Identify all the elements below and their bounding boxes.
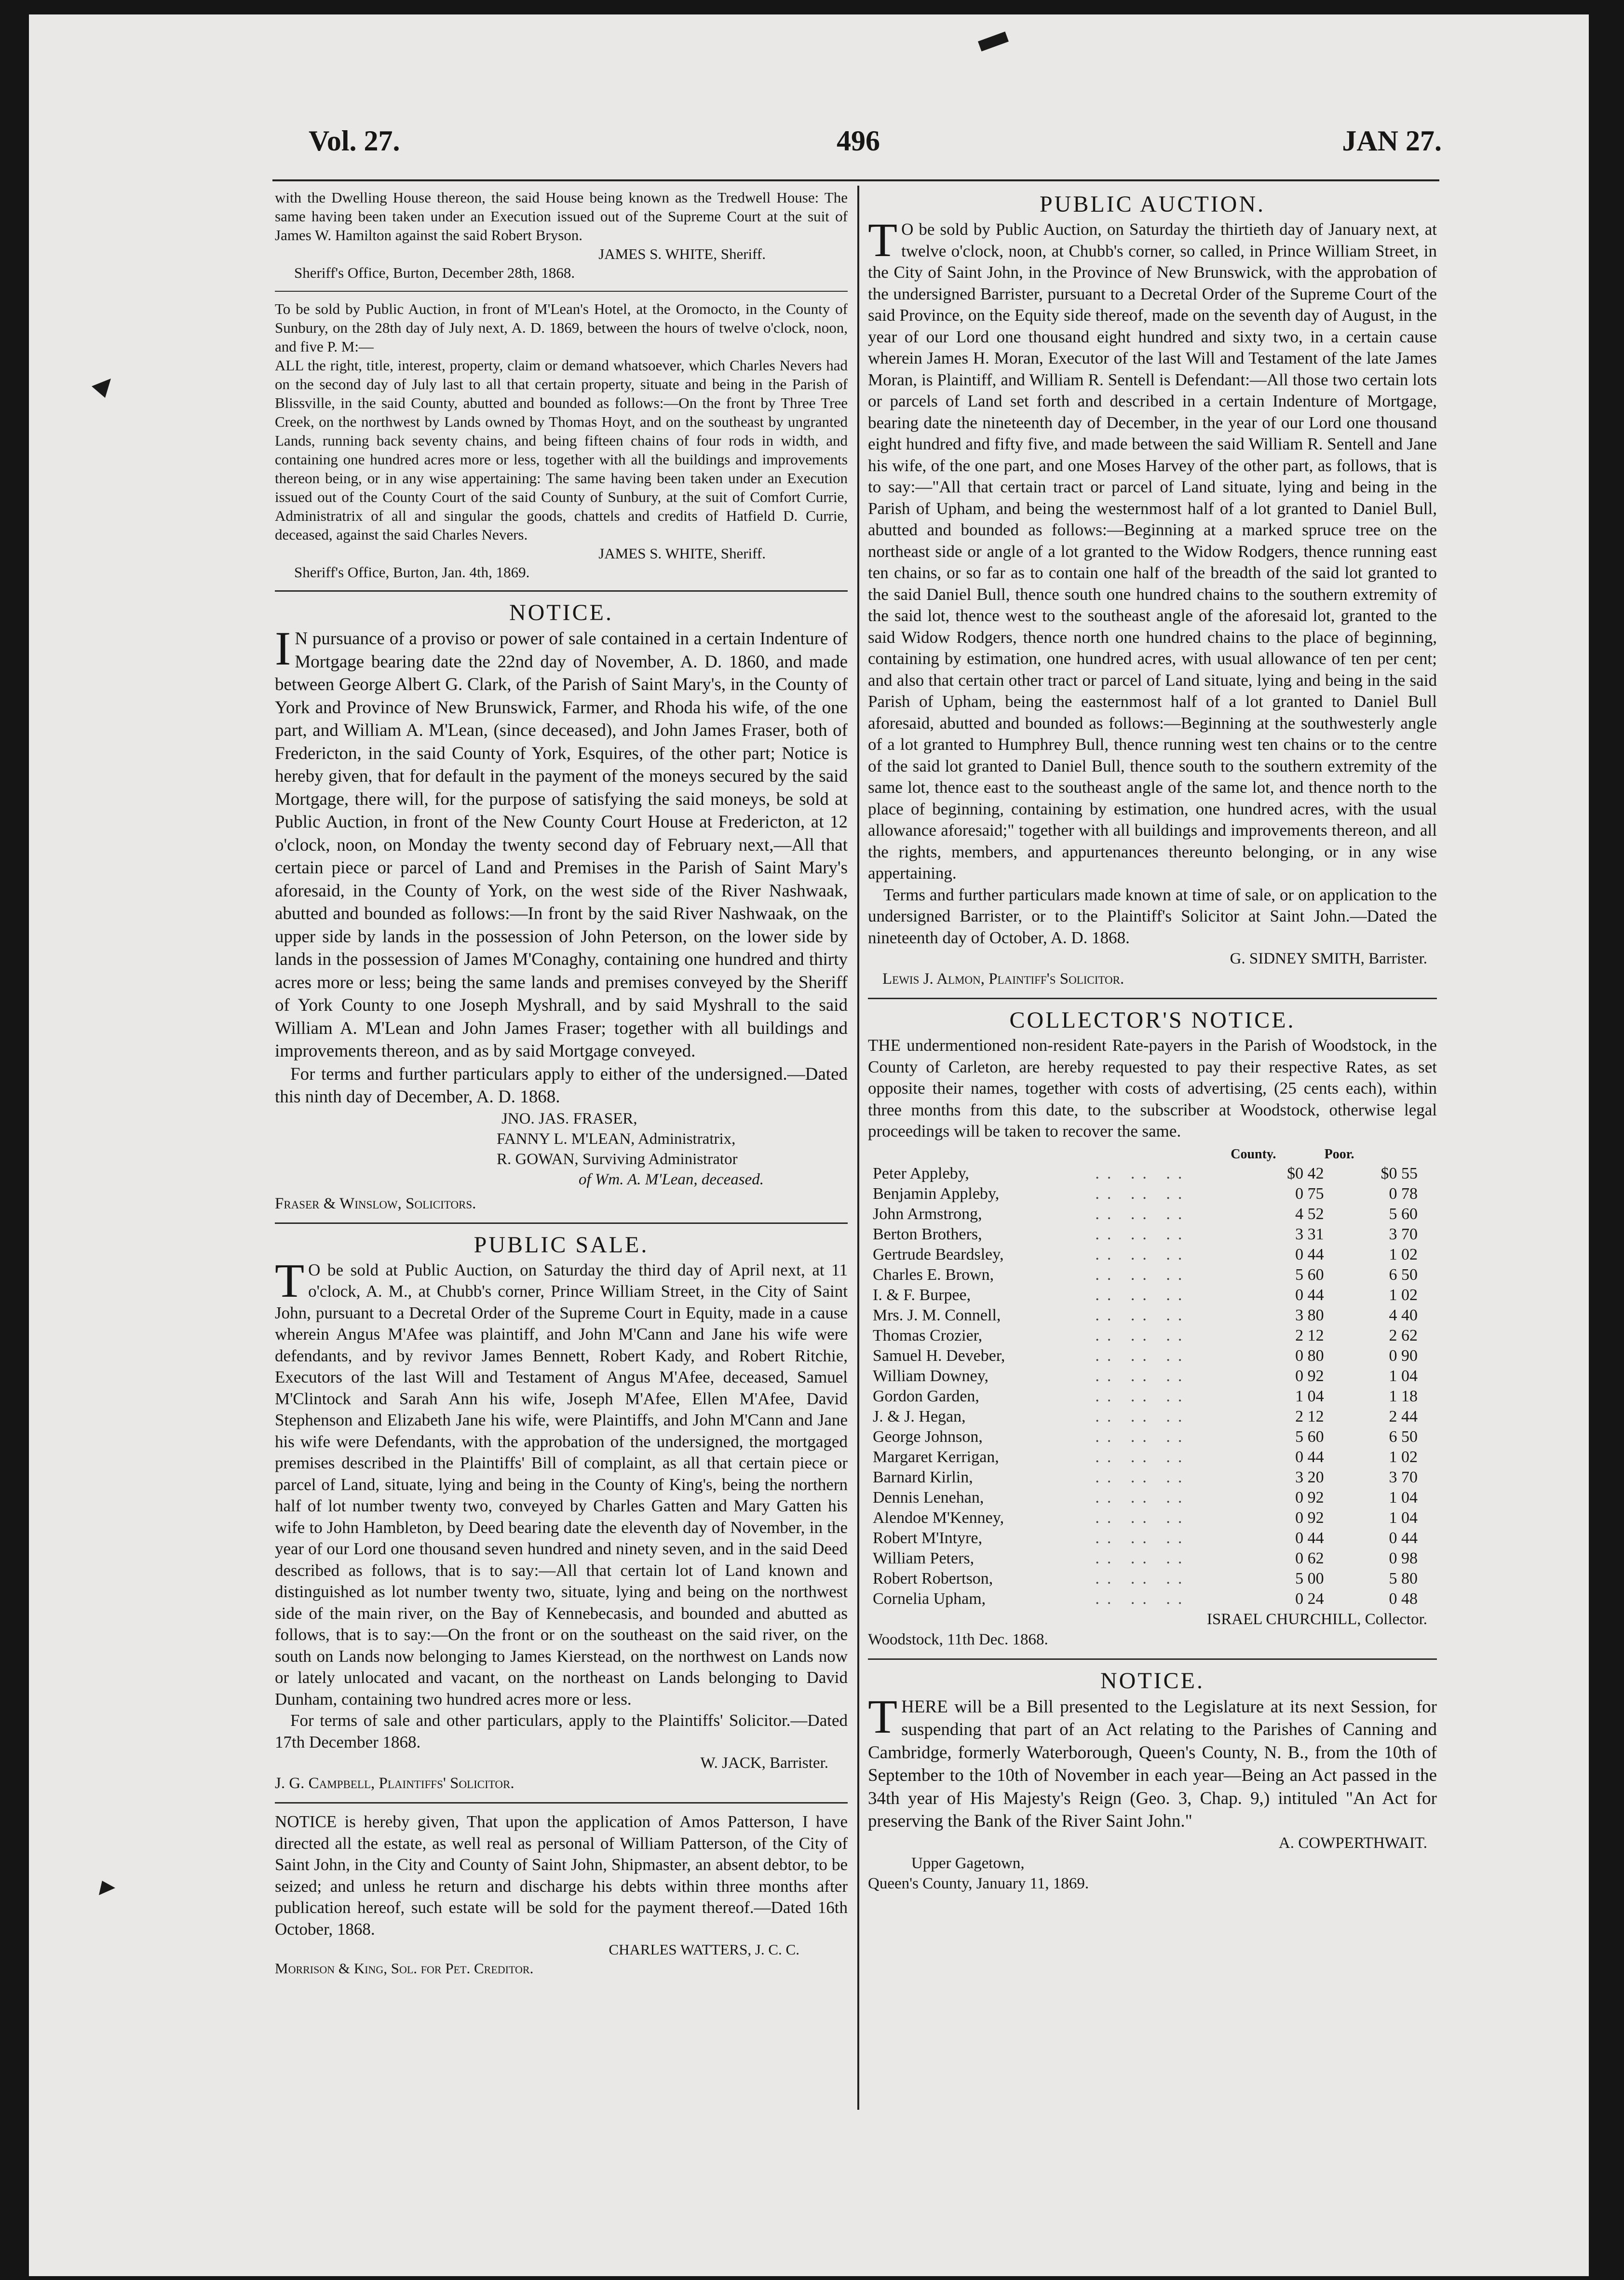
county-rate: 2 12 xyxy=(1295,1326,1324,1344)
ratepayer-name: William Peters, xyxy=(873,1549,974,1567)
rates-table-body xyxy=(873,1164,1418,1609)
ratepayer-name: Dennis Lenehan, xyxy=(873,1488,984,1506)
rate-row xyxy=(873,1569,1418,1589)
ratepayer-name: Charles E. Brown, xyxy=(873,1265,994,1284)
county-rate: 0 75 xyxy=(1295,1184,1324,1203)
ratepayer-name: George Johnson, xyxy=(873,1427,983,1446)
county-rate: $0 42 xyxy=(1287,1164,1324,1182)
poor-rate: 5 60 xyxy=(1389,1205,1418,1223)
ratepayer-name: Gertrude Beardsley, xyxy=(873,1245,1004,1263)
mortgage-notice-body: IN pursuance of a proviso or power of sale contained in a certain Indenture of Mortgage bearing date the 22nd day of November, A. D. 1860, and made between George Albert G. Clark, of the Parish of Saint Mary's, in the County of York and Province of New Brunswick, Farmer, and Rhoda his wife, of the one part, and William A. M'Lean, (since deceased), and John James Fraser, both of Fredericton, in the said County of York, Esquires, of the other part; Notice is hereby given, that for default in the payment of the moneys secured by the said Mortgage, there will, for the purpose of satisfying the said moneys, be sold at Public Auction, in front of the New County Court House at Fredericton, at 12 o'clock, noon, on Monday the twenty second day of February next,—All that certain piece or parcel of Land and Premises in the Parish of Saint Mary's aforesaid, in the County of York, on the west side of the River Nashwaak, abutted and bounded as follows:—In front by the said River Nashwaak, on the upper side by lands in the possession of John Peterson, on the lower side by lands in the possession of James M'Conaghy, containing one hundred and thirty acres more or less; being the same lands and premises conveyed by the Sheriff of York County to one Joseph Myshrall, and by said Myshrall to the said William A. M'Lean and John James Fraser; together with all buildings and improvements thereon, and as by said Mortgage conveyed. xyxy=(275,622,848,1061)
legislature-notice-place: Upper Gagetown, xyxy=(911,1854,1025,1872)
mortgage-notice-signature-1: JNO. JAS. FRASER, xyxy=(501,1110,637,1127)
rate-row xyxy=(873,1589,1418,1609)
ratepayer-name: Benjamin Appleby, xyxy=(873,1184,1000,1203)
rate-row xyxy=(873,1265,1418,1285)
poor-rate: 1 04 xyxy=(1389,1488,1418,1506)
sheriff-notice-1-signature: JAMES S. WHITE, Sheriff. xyxy=(598,245,766,262)
collectors-notice-heading: COLLECTOR'S NOTICE. xyxy=(1009,1007,1296,1033)
leader-dots: .. .. .. xyxy=(1095,1427,1190,1446)
ratepayer-name: William Downey, xyxy=(873,1367,989,1385)
collectors-notice-body: THE undermentioned non-resident Rate-payers in the Parish of Woodstock, in the County of Carleton, are hereby requested to pay their respective Rates, as set opposite their names, together with costs of advertising, (25 cents each), within three months from this date, to the subscriber at Woodstock, otherwise legal proceedings will be taken to recover the same. xyxy=(868,1036,1437,1140)
county-rate: 1 04 xyxy=(1295,1387,1324,1405)
notice-heading: NOTICE. xyxy=(509,600,613,625)
leader-dots: .. .. .. xyxy=(1095,1346,1190,1365)
ratepayer-name: Barnard Kirlin, xyxy=(873,1468,973,1486)
county-rate: 0 80 xyxy=(1295,1346,1324,1365)
poor-rate: 2 62 xyxy=(1389,1326,1418,1344)
rate-row xyxy=(873,1285,1418,1305)
poor-rate: 1 02 xyxy=(1389,1448,1418,1466)
divider xyxy=(275,1222,848,1224)
county-rate: 0 24 xyxy=(1295,1589,1324,1608)
poor-rate: 0 90 xyxy=(1389,1346,1418,1365)
county-rate: 3 31 xyxy=(1295,1225,1324,1243)
poor-rate: 2 44 xyxy=(1389,1407,1418,1425)
poor-rate: 0 78 xyxy=(1389,1184,1418,1203)
county-rate: 3 20 xyxy=(1295,1468,1324,1486)
poor-rate: 6 50 xyxy=(1389,1265,1418,1284)
mortgage-notice-signature-3: R. GOWAN, Surviving Administrator xyxy=(497,1150,738,1168)
leader-dots: .. .. .. xyxy=(1095,1569,1190,1588)
public-sale-terms: For terms of sale and other particulars, apply to the Plaintiffs' Solicitor.—Dated 17th December 1868. xyxy=(275,1711,848,1751)
collectors-notice-date: Woodstock, 11th Dec. 1868. xyxy=(868,1630,1048,1648)
sheriff-notice-1-office: Sheriff's Office, Burton, December 28th, 1868. xyxy=(294,264,575,281)
divider xyxy=(868,998,1437,999)
leader-dots: .. .. .. xyxy=(1095,1508,1190,1527)
mortgage-notice-terms: For terms and further particulars apply to either of the undersigned.—Dated this ninth day of December, A. D. 1868. xyxy=(275,1064,848,1107)
poor-rate: $0 55 xyxy=(1380,1164,1418,1182)
leader-dots: .. .. .. xyxy=(1095,1589,1190,1608)
leader-dots: .. .. .. xyxy=(1095,1468,1190,1486)
rate-row xyxy=(873,1488,1418,1508)
rate-row xyxy=(873,1447,1418,1467)
leader-dots: .. .. .. xyxy=(1095,1549,1190,1567)
leader-dots: .. .. .. xyxy=(1095,1448,1190,1466)
rate-row xyxy=(873,1224,1418,1245)
public-sale-signature: W. JACK, Barrister. xyxy=(700,1754,828,1772)
public-sale-body: TO be sold at Public Auction, on Saturday the third day of April next, at 11 o'clock, A. M., at Chubb's corner, Prince William Street, in the City of Saint John, pursuant to a Decretal Order of the Supreme Court in Equity, made in a cause wherein Angus M'Afee was plaintiff, and John M'Cann and Jane his wife were defendants, and by revivor James Bennett, Robert Kady, and Robert Ritchie, Executors of the last Will and Testament of Angus M'Afee, deceased, Samuel M'Clintock and Sarah Ann his wife, Joseph M'Afee, Ellen M'Afee, David Stephenson and Elizabeth Jane his wife, were Plaintiffs, and John M'Cann and Jane his wife were Defendants, with the approbation of the undersigned, the mortgaged premises described in the Plaintiffs' Bill of complaint, as all that certain piece or parcel of Land, situate, lying and being in the County of King's, being the northern half of lot number twenty two, conveyed by Charles Gatten and Mary Gatten his wife to John Hambleton, by Deed bearing date the eleventh day of November, in the year of our Lord one thousand seven hundred and ninety seven, and in the said Deed described as follows, that is to say:—All that certain lot of Land known and distinguished as lot number twenty two, situate, lying and being on the northwest side of the main river, on the Bay of Kennebecasis, and bounded and abutted as follows, that is to say:—On the front or on the southeast on the said river, on the south on Lands now belonging to James Kierstead, on the northwest on Lands now or lately unlocated and vacant, on the northeast on Lands belonging to David Dunham, containing two hundred acres more or less. xyxy=(275,1253,848,1709)
rate-row xyxy=(873,1305,1418,1326)
rate-row xyxy=(873,1467,1418,1488)
rate-row xyxy=(873,1427,1418,1447)
rate-row xyxy=(873,1548,1418,1569)
poor-rate: 6 50 xyxy=(1389,1427,1418,1446)
sheriff-notice-2-office: Sheriff's Office, Burton, Jan. 4th, 1869. xyxy=(294,564,530,581)
rate-row xyxy=(873,1245,1418,1265)
county-rate: 0 44 xyxy=(1295,1529,1324,1547)
rate-row xyxy=(873,1164,1418,1184)
ratepayer-name: Berton Brothers, xyxy=(873,1225,982,1243)
county-rate: 5 60 xyxy=(1295,1427,1324,1446)
absent-debtor-notice-signature: CHARLES WATTERS, J. C. C. xyxy=(609,1941,799,1958)
poor-rate: 0 48 xyxy=(1389,1589,1418,1608)
sheriff-notice-1-text: with the Dwelling House thereon, the said House being known as the Tredwell House: The same having been taken under an Execution issued out of the Supreme Court at the suit of James W. Hamilton against the said Robert Bryson. xyxy=(275,189,848,244)
rate-row xyxy=(873,1407,1418,1427)
ratepayer-name: Cornelia Upham, xyxy=(873,1589,986,1608)
legislature-notice-date: Queen's County, January 11, 1869. xyxy=(868,1874,1089,1892)
poor-rate: 1 02 xyxy=(1389,1245,1418,1263)
county-rate: 0 44 xyxy=(1295,1245,1324,1263)
rates-table xyxy=(873,1145,1418,1609)
mortgage-notice-solicitors: Fraser & Winslow, Solicitors. xyxy=(275,1194,476,1212)
county-rate: 4 52 xyxy=(1295,1205,1324,1223)
rate-row xyxy=(873,1204,1418,1224)
county-rate: 2 12 xyxy=(1295,1407,1324,1425)
ratepayer-name: Thomas Crozier, xyxy=(873,1326,983,1344)
leader-dots: .. .. .. xyxy=(1095,1265,1190,1284)
sheriff-notice-2-body: ALL the right, title, interest, property, claim or demand whatsoever, which Charles Nevers had on the second day of July last to all that certain property, situate and being in the Parish of Blissville, in the said County, abutted and bounded as follows:—On the front by Three Tree Creek, on the northwest by Lands owned by Thomas Hoyt, and on the southeast by ungranted Lands, running back seventy chains, and being fifteen chains of four rods in width, and containing one hundred acres more or less, together with all the buildings and improvements thereon being, or in any wise appertaining: The same having been taken under an Execution issued out of the County Court of the said County of Sunbury, at the suit of Comfort Currie, Administratrix of all and singular the goods, chattels and credits of Hatfield D. Currie, deceased, against the said Charles Nevers. xyxy=(275,357,848,543)
ratepayer-name: Alendoe M'Kenney, xyxy=(873,1508,1004,1527)
public-auction-heading: PUBLIC AUCTION. xyxy=(1039,191,1266,217)
ratepayer-name: John Armstrong, xyxy=(873,1205,982,1223)
legislature-notice-signature: A. COWPERTHWAIT. xyxy=(1278,1834,1427,1852)
divider xyxy=(275,291,848,292)
public-sale-solicitor: J. G. Campbell, Plaintiffs' Solicitor. xyxy=(275,1775,514,1792)
ratepayer-name: J. & J. Hegan, xyxy=(873,1407,966,1425)
sheriff-notice-2-intro: To be sold by Public Auction, in front of M'Lean's Hotel, at the Oromocto, in the County of Sunbury, on the 28th day of July next, A. D. 1869, between the hours of twelve o'clock, noon, and five P. M:— xyxy=(275,300,848,355)
sheriff-notice-2-signature: JAMES S. WHITE, Sheriff. xyxy=(598,545,766,562)
poor-rate: 4 40 xyxy=(1389,1306,1418,1324)
legislature-notice-body: THERE will be a Bill presented to the Legislature at its next Session, for suspending that part of an Act relating to the Parishes of Canning and Cambridge, formerly Waterborough, Queen's County, N. B., from the 10th of September to the 10th of November in each year—Being an Act passed in the 34th year of His Majesty's Reign (Geo. 3, Chap. 9,) intituled "An Act for preserving the Bank of the River Saint John." xyxy=(868,1689,1437,1831)
leader-dots: .. .. .. xyxy=(1095,1184,1190,1203)
public-auction-solicitor: Lewis J. Almon, Plaintiff's Solicitor. xyxy=(882,970,1124,988)
divider xyxy=(868,1658,1437,1660)
poor-rate: 1 18 xyxy=(1389,1387,1418,1405)
poor-rate: 5 80 xyxy=(1389,1569,1418,1588)
county-rate: 0 62 xyxy=(1295,1549,1324,1567)
poor-rate: 0 44 xyxy=(1389,1529,1418,1547)
leader-dots: .. .. .. xyxy=(1095,1205,1190,1223)
rate-row xyxy=(873,1508,1418,1528)
county-rate: 5 00 xyxy=(1295,1569,1324,1588)
rate-row xyxy=(873,1386,1418,1407)
column-rule xyxy=(857,186,859,2110)
rate-row xyxy=(873,1184,1418,1204)
issue-date: JAN 27. xyxy=(1342,125,1442,157)
leader-dots: .. .. .. xyxy=(1095,1407,1190,1425)
divider xyxy=(275,590,848,592)
divider xyxy=(275,1802,848,1804)
page-number: 496 xyxy=(837,125,880,157)
poor-rate: 1 04 xyxy=(1389,1508,1418,1527)
ratepayer-name: I. & F. Burpee, xyxy=(873,1286,971,1304)
mortgage-notice-signature-4: of Wm. A. M'Lean, deceased. xyxy=(579,1170,764,1188)
county-rate: 5 60 xyxy=(1295,1265,1324,1284)
county-rate: 0 92 xyxy=(1295,1488,1324,1506)
rates-table-header xyxy=(873,1145,1418,1164)
right-column xyxy=(868,188,1437,1894)
county-rate: 0 44 xyxy=(1295,1448,1324,1466)
volume-label: Vol. 27. xyxy=(309,125,400,157)
poor-rate: 1 04 xyxy=(1389,1367,1418,1385)
leader-dots: .. .. .. xyxy=(1095,1488,1190,1506)
mortgage-notice-signature-2: FANNY L. M'LEAN, Administratrix, xyxy=(497,1130,736,1148)
leader-dots: .. .. .. xyxy=(1095,1326,1190,1344)
rate-row xyxy=(873,1528,1418,1548)
column-county: County. xyxy=(1231,1146,1276,1162)
public-auction-signature: G. SIDNEY SMITH, Barrister. xyxy=(1230,950,1427,967)
leader-dots: .. .. .. xyxy=(1095,1245,1190,1263)
leader-dots: .. .. .. xyxy=(1095,1225,1190,1243)
header-rule xyxy=(272,179,1439,181)
ratepayer-name: Robert Robertson, xyxy=(873,1569,993,1588)
county-rate: 3 80 xyxy=(1295,1306,1324,1324)
page-header xyxy=(289,124,1442,168)
legislature-notice-heading: NOTICE. xyxy=(1100,1668,1204,1694)
poor-rate: 0 98 xyxy=(1389,1549,1418,1567)
ratepayer-name: Robert M'Intyre, xyxy=(873,1529,983,1547)
ratepayer-name: Samuel H. Deveber, xyxy=(873,1346,1005,1365)
county-rate: 0 92 xyxy=(1295,1508,1324,1527)
ratepayer-name: Mrs. J. M. Connell, xyxy=(873,1306,1001,1324)
public-auction-body: TO be sold by Public Auction, on Saturday the thirtieth day of January next, at twelve o'clock, noon, at Chubb's corner, so called, in Prince William Street, in the City of Saint John, in the Province of New Brunswick, with the approbation of the undersigned Barrister, pursuant to a Decretal Order of the Supreme Court of the said Province, on the Equity side thereof, made on the seventh day of August, in the year of our Lord one thousand eight hundred and sixty two, in a certain cause wherein James H. Moran, Executor of the last Will and Testament of the late James Moran, is Plaintiff, and William R. Sentell is Defendant:—All those two certain lots or parcels of Land set forth and described in a certain Indenture of Mortgage, bearing date the nineteenth day of December, in the year of our Lord one thousand eight hundred and fifty five, and made between the said William R. Sentell and Jane his wife, of the one part, and one Moses Harvey of the other part, as follows, that is to say:—"All that certain tract or parcel of Land situate, lying and being in the Parish of Upham, and being the westernmost half of a lot granted to Daniel Bull, abutted and bounded as follows:—Beginning at a marked spruce tree on the northeast side or angle of a lot granted to the Widow Rodgers, thence running east ten chains, or so far as to contain one half of the breadth of the said lot granted to the said Daniel Bull, thence south one hundred chains to the southern extremity of the said lot, thence west to the southeast angle of the aforesaid lot, granted to the said Widow Rodgers, thence north one hundred chains to the place of beginning, containing by estimation, one hundred acres, with usual allowance of ten per cent; and also that certain other tract or parcel of Land situate, lying and being in the said Parish of Upham, being the easternmost half of a lot granted to Daniel Bull aforesaid, abutted and bounded as follows:—Beginning at the southwesterly angle of a lot granted to Humphrey Bull, thence running west ten chains or to the centre of the said lot granted to Daniel Bull, thence south to the southern extremity of the same lot, thence east to the southeast angle of the same lot, and thence north to the place of beginning, containing by estimation, one hundred acres, with the usual allowance aforesaid;" together with all buildings and improvements thereon, and all the rights, members, and appurtenances thereunto belonging, or in any wise appertaining. xyxy=(868,213,1437,882)
leader-dots: .. .. .. xyxy=(1095,1286,1190,1304)
rate-row xyxy=(873,1326,1418,1346)
public-sale-heading: PUBLIC SALE. xyxy=(474,1232,649,1258)
ratepayer-name: Margaret Kerrigan, xyxy=(873,1448,999,1466)
leader-dots: .. .. .. xyxy=(1095,1529,1190,1547)
ratepayer-name: Peter Appleby, xyxy=(873,1164,969,1182)
rate-row xyxy=(873,1366,1418,1386)
leader-dots: .. .. .. xyxy=(1095,1306,1190,1324)
column-poor: Poor. xyxy=(1324,1146,1354,1162)
county-rate: 0 44 xyxy=(1295,1286,1324,1304)
ratepayer-name: Gordon Garden, xyxy=(873,1387,979,1405)
poor-rate: 3 70 xyxy=(1389,1468,1418,1486)
poor-rate: 3 70 xyxy=(1389,1225,1418,1243)
rate-row xyxy=(873,1346,1418,1366)
poor-rate: 1 02 xyxy=(1389,1286,1418,1304)
absent-debtor-notice-solicitor: Morrison & King, Sol. for Pet. Creditor. xyxy=(275,1960,534,1977)
left-column xyxy=(275,188,848,1978)
leader-dots: .. .. .. xyxy=(1095,1164,1190,1182)
county-rate: 0 92 xyxy=(1295,1367,1324,1385)
absent-debtor-notice-body: NOTICE is hereby given, That upon the application of Amos Patterson, I have directed all the estate, as well real as personal of William Patterson, of the City of Saint John, in the City and County of Saint John, Shipmaster, an absent debtor, to be seized; and unless he return and discharge his debts within three months after publication hereof, such estate will be sold for the payment thereof.—Dated 16th October, 1868. xyxy=(275,1812,848,1939)
public-auction-terms: Terms and further particulars made known at time of sale, or on application to the undersigned Barrister, or to the Plaintiff's Solicitor at Saint John.—Dated the nineteenth day of October, A. D. 1868. xyxy=(868,885,1437,947)
leader-dots: .. .. .. xyxy=(1095,1367,1190,1385)
collectors-notice-signature: ISRAEL CHURCHILL, Collector. xyxy=(1206,1610,1427,1628)
leader-dots: .. .. .. xyxy=(1095,1387,1190,1405)
